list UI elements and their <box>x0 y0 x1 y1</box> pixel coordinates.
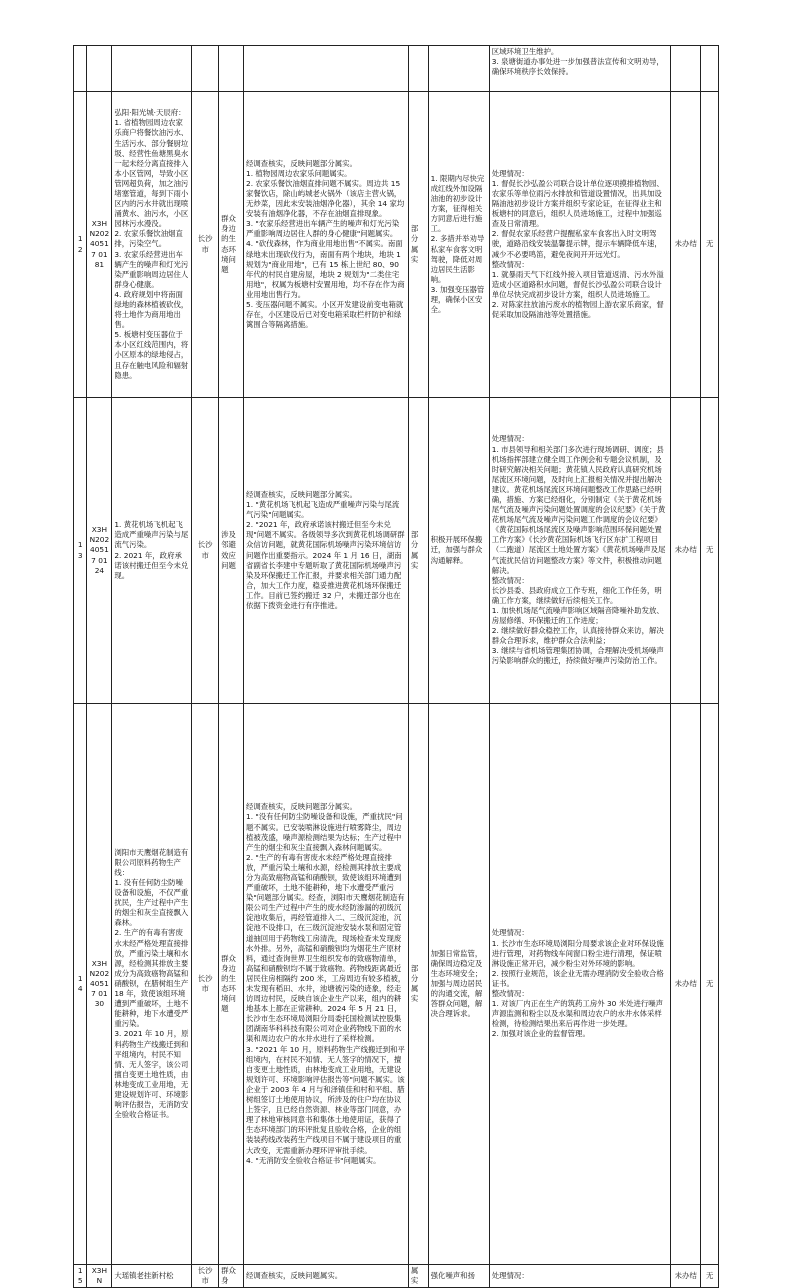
cell-seq <box>74 46 87 92</box>
cell-handling: 区域环境卫生维护。 3. 泉塘街道办事处进一步加强普法宣传和文明劝导，确保环境秩序长效保持。 <box>489 46 670 92</box>
cell-finding: 经调查核实，反映问题属实。 <box>244 1265 409 1288</box>
petition-table <box>73 45 719 1288</box>
table-row <box>74 1265 719 1288</box>
cell-issue <box>112 46 192 92</box>
cell-code: X3HN20240517 0124 <box>87 398 112 704</box>
cell-accountability: 无 <box>701 1265 719 1288</box>
cell-accountability: 无 <box>701 704 719 1265</box>
cell-status: 未办结 <box>671 92 701 398</box>
cell-basis: 属实 <box>408 1265 428 1288</box>
cell-code: X3HN20240517 0181 <box>87 92 112 398</box>
cell-handling: 处理情况： 1. 长沙市生态环境局浏阳分局要求该企业对环保设施进行管理，对药物线车间窗口粉尘进行清理，保证喷淋设施正常开启，减少粉尘对外环境的影响。 2. 按照行业规范，该企业无需办理消防安全验收合格证书。 整改情况： 1. 对该厂内正在生产的筑药工房外 30 米处进行噪声声源监测和粉尘以及水渠和周边农户的水井水体采样检测，待检测结果出来后再作进一步处理。 2. 加强对该企业的监督管理。 <box>489 704 670 1265</box>
cell-type <box>219 46 244 92</box>
cell-seq: 15 <box>74 1265 87 1288</box>
cell-status: 未办结 <box>671 1265 701 1288</box>
cell-code: X3HN20240517 0130 <box>87 704 112 1265</box>
cell-issue: 弘阳·阳光城·天辰府： 1. 省植物园周边农家乐商户将餐饮油污水、生活污水、部分餐厨垃圾、经营性鱼塘黑臭水一起未经分离直接排入本小区管网，导致小区管网超负荷，加之油污堵塞管道，每到下雨小区内的污水井就出现喷涌黄水、油污水，小区园林污水漫没。 2. 农家乐餐饮油烟直排，污染空气。 3. 农家乐经营进出车辆产生的噪声和灯光污染严重影响周边居住人群身心健康。 4. 政府规划中将南面绿地的森林植被砍伐，将土地作为商用地出售。 5. 板塘村变压器位于本小区红线范围内，将小区原本的绿地侵占，且存在触电风险和辐射隐患。 <box>112 92 192 398</box>
cell-finding: 经调查核实，反映问题部分属实。 1. "没有任何防尘防噪设备和设施，严重扰民"问题不属实。已安装喷淋设施进行喷雾降尘，周边植被茂盛，噪声源检测结果为达标；生产过程中产生的烟尘和灰尘直接飘入森林问题属实。 2. "生产的有毒有害废水未经严格处理直接排放，严重污染土壤和水源，经检测其排放主要成分为高致癌物高锰和硝酸钡，致使该组环境遭到严重破坏，土地不能耕种，地下水遭受严重污染"问题部分属实。经查，浏阳市天鹰烟花制造有限公司生产过程中产生的废水经防渗漏的初级沉淀池收集后，再经管道排入二、三级沉淀池，沉淀池不设排口，在三级沉淀池安装水泵和固定管道抽回用于药物线工房清洗，现场检查未发现废水外排。另外，高锰和硝酸钡均为烟花生产原材料，通过查询世界卫生组织发布的致癌物清单，高锰和硝酸钡均不属于致癌物。药物线距离最近居民住房相隔约 200 米，工房周边有较多植被，未发现有稻田、水井，池塘被污染的迹象，经走访周边村民，反映自该企业生产以来，组内的耕地基本上都在正常耕种。2024 年 5 月 21 日，长沙市生态环境局浏阳分局委托国检测试控股集团湖南华科科技有限公司对企业药物线下面的水渠和周边农户的水井水进行了采样检测。 3. "2021 年 10 月，原料药物生产线搬迁到和平组境内，在村民不知情、无人签字的情况下，擅自变更土地性质，由林地变成工业用地，无建设规划许可、环境影响评估报告等"问题不属实。该企业于 2003 年 4 月与和泽镇佳和村和平组、腊树组签订土地使用协议，所涉及的住户均在协议上签字，且已经自然资源、林业等部门同意，办理了林地审核同意书和集体土地使用证，获得了生态环境部门的环评批复且验收合格，企业的组装装药线改装药生产线项目不属于建设项目的重大改变，无需重新办理环评审批手续。 4. "无消防安全验收合格证书"问题属实。 <box>244 704 409 1265</box>
cell-area: 长沙市 <box>192 1265 219 1288</box>
cell-issue: 大瑶镇老挂新村松 <box>112 1265 192 1288</box>
cell-basis: 部分属实 <box>408 704 428 1265</box>
cell-type: 群众身 <box>219 1265 244 1288</box>
cell-finding: 经调查核实，反映问题部分属实。 1. "黄花机场飞机起飞造成严重噪声污染与尾流气污染"问题属实。 2. "2021 年，政府承诺该村搬迁但至今未兑现"问题不属实。各级领导多次到黄花机场调研群众信访问题，就黄花国际机场噪声污染环境信访问题作出重要指示。2024 年 1 月 16 日，湖南省副省长李建中专题听取了黄花国际机场噪声污染及环保搬迁工作汇报，并要求相关部门通力配合，加大工作力度，稳妥推进黄花机场环保搬迁工作。目前已签约搬迁 32 户，未搬迁部分也在依据下拨资金进行有序推进。 <box>244 398 409 704</box>
cell-area: 长沙市 <box>192 92 219 398</box>
cell-status: 未办结 <box>671 398 701 704</box>
cell-seq: 14 <box>74 704 87 1265</box>
cell-issue: 浏阳市天鹰烟花制造有限公司原料药物生产线： 1. 没有任何防尘防噪设备和设施，不仅严重扰民，生产过程中产生的烟尘和灰尘直接飘入森林。 2. 生产的有毒有害废水未经严格处理直接排放，严重污染土壤和水源，经检测其排放主要成分为高致癌物高锰和硝酸钡，在腊树组生产 18 年，致使该组环境遭到严重破坏，土地不能耕种，地下水遭受严重污染。 3. 2021 年 10 月，原料药物生产线搬迁到和平组境内，村民不知情、无人签字，该公司擅自变更土地性质，由林地变成工业用地，无建设规划许可、环境影响评估报告，无消防安全验收合格证书。 <box>112 704 192 1265</box>
cell-handling: 处理情况： <box>489 1265 670 1288</box>
table-row <box>74 704 719 1265</box>
cell-measures: 强化噪声和扬 <box>428 1265 489 1288</box>
cell-area: 长沙市 <box>192 704 219 1265</box>
cell-handling: 处理情况： 1. 督促长沙弘盈公司联合设计单位逐项摸排植物园、农家乐等单位雨污水排放和管道设置情况，出具加设隔油池初步设计方案并组织专家论证，在征得业主和板塘村的同意后，组织人员进场施工，过程中加强巡查及日常清理。 2. 督促农家乐经营户提醒私家车食客出入时文明驾驶，道路沿线安装温馨提示牌，提示车辆降低车速，减少不必要鸣笛，避免夜间开开远光灯。 整改情况： 1. 就暴雨天气下红线外接入项目管道返清、污水外溢造成小区道路积水问题，督促长沙弘盈公司联合设计单位尽快完成初步设计方案，组织人员进场施工。 2. 对陈家拄放油污废水的植物园上游农家乐商家，督促采取加设隔油池等处置措施。 <box>489 92 670 398</box>
table-row <box>74 92 719 398</box>
cell-type: 群众身边的生态环境问题 <box>219 92 244 398</box>
cell-measures: 加强日常监管，确保周边稳定及生态环境安全；加强与周边居民的沟通交流，解答群众问题，解决合理诉求。 <box>428 704 489 1265</box>
cell-area <box>192 46 219 92</box>
cell-type: 涉及邻避效应问题 <box>219 398 244 704</box>
cell-accountability: 无 <box>701 92 719 398</box>
cell-finding <box>244 46 409 92</box>
cell-finding: 经调查核实，反映问题部分属实。 1. 植物园周边农家乐问题属实。 2. 农家乐餐饮油烟直排问题不属实。周边共 15 家餐饮店，除山屿城老火锅外（该店主营火锅，无炒菜，因此未安装油烟净化器），其余 14 家均安装有油烟净化器，不存在油烟直排现象。 3. "农家乐经营进出车辆产生的噪声和灯光污染严重影响周边居住人群的身心健康"问题属实。 4. "砍伐森林，作为商业用地出售"不属实。南面绿地未出现砍伐行为，南面有两个地块，地块 1 规划为"商业用地"，已有 15 栋上世纪 80、90 年代的村民自建房屋，地块 2 规划为"二类住宅用地"，权属为板塘村安置用地，均不存在作为商业用地出售行为。 5. 变压器问题不属实。小区开发建设前变电箱就存在，小区建设后已对变电箱采取栏杆防护和绿篱围合等隔离措施。 <box>244 92 409 398</box>
table-row <box>74 398 719 704</box>
table-row <box>74 46 719 92</box>
cell-basis: 部分属实 <box>408 92 428 398</box>
cell-basis <box>408 46 428 92</box>
cell-handling: 处理情况： 1. 市县领导和相关部门多次进行现场调研、调度；县机场指挥部建立健全周工作例会和专题会议机制，及时研究解决相关问题；黄花镇人民政府认真研究机场尾流区环境问题，及时向上汇报相关情况并提出解决建议。黄花机场尾流区环境问题整改工作思路已经明确，措施、方案已经细化，分别制定《关于黄花机场尾气流及噪声污染问题处置调度的会议纪要》《关于黄花机场尾气流及噪声污染问题工作调度的会议纪要》《黄花国际机场尾流区及噪声影响范围环保问题处置工作方案》《长沙黄花国际机场飞行区东扩工程项目（二跑道）尾流区土地处置方案》《黄花机场噪声及尾气流扰民信访问题整改方案》等文件，积极推动问题解决。 整改情况： 长沙县委、县政府成立工作专班，细化工作任务，明确工作方案，继续做好后续相关工作。 1. 加快机场尾气流噪声影响区域隔音降噪补助发放、房屋修缮、环保搬迁的工作进度； 2. 继续做好群众稳控工作，认真接待群众来访，解决群众合理诉求，维护群众合法利益； 3. 继续与省机场管理集团协调，合理解决受机场噪声污染影响群众的搬迁，持续做好噪声污染防治工作。 <box>489 398 670 704</box>
cell-code <box>87 46 112 92</box>
cell-issue: 1. 黄花机场飞机起飞造成严重噪声污染与尾流气污染。 2. 2021 年，政府承诺该村搬迁但至今未兑现。 <box>112 398 192 704</box>
cell-seq: 12 <box>74 92 87 398</box>
cell-accountability <box>701 46 719 92</box>
cell-measures <box>428 46 489 92</box>
cell-measures: 1. 限期内尽快完成红线外加设隔油池的初步设计方案，征得相关方同意后进行施工。 2. 多措并举劝导私家车食客文明驾驶，降低对周边居民生活影响。 3. 加强变压器管理，确保小区安全。 <box>428 92 489 398</box>
cell-area: 长沙市 <box>192 398 219 704</box>
cell-type: 群众身边的生态环境问题 <box>219 704 244 1265</box>
cell-status: 未办结 <box>671 704 701 1265</box>
cell-basis: 部分属实 <box>408 398 428 704</box>
cell-seq: 13 <box>74 398 87 704</box>
cell-code: X3HN <box>87 1265 112 1288</box>
cell-accountability: 无 <box>701 398 719 704</box>
cell-measures: 积极开展环保搬迁，加强与群众沟通解释。 <box>428 398 489 704</box>
cell-status <box>671 46 701 92</box>
